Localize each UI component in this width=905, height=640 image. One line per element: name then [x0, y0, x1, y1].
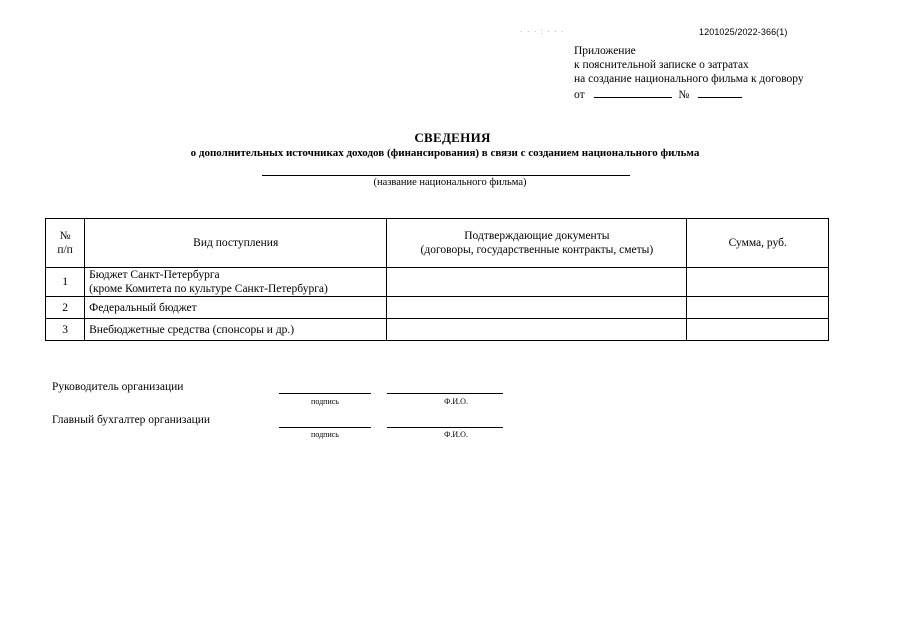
accountant-name-line[interactable] [387, 427, 503, 428]
header-kind: Вид поступления [85, 219, 387, 268]
table-row [46, 297, 829, 319]
table-row [46, 319, 829, 341]
appendix-date-number-line [574, 86, 804, 102]
header-docs-line1: Подтверждающие документы [464, 230, 610, 242]
faint-scan-mark: · · · : · · · [520, 27, 565, 36]
row-docs[interactable] [387, 319, 687, 341]
director-name-line[interactable] [387, 393, 503, 394]
film-name-caption: (название национального фильма) [373, 177, 527, 188]
document-title: СВЕДЕНИЯ [414, 130, 491, 145]
row-num: 2 [46, 297, 85, 319]
row-kind-line2: (кроме Комитета по культуре Санкт-Петербурга) [89, 283, 328, 295]
row-kind: Федеральный бюджет [85, 297, 387, 319]
row-kind: Внебюджетные средства (спонсоры и др.) [85, 319, 387, 341]
director-signature-line[interactable] [279, 393, 371, 394]
director-signature-caption: подпись [311, 397, 339, 406]
row-sum[interactable] [687, 297, 829, 319]
row-docs[interactable] [387, 268, 687, 297]
appendix-block [574, 44, 804, 102]
document-number: 1201025/2022-366(1) [699, 27, 788, 37]
director-label: Руководитель организации [52, 381, 184, 393]
header-docs-line2: (договоры, государственные контракты, сметы) [420, 244, 654, 256]
row-sum[interactable] [687, 319, 829, 341]
header-docs [387, 219, 687, 268]
director-name-caption: Ф.И.О. [444, 397, 468, 406]
header-num-line2: п/п [57, 244, 73, 256]
header-sum: Сумма, руб. [687, 219, 829, 268]
from-label: от [574, 89, 585, 101]
appendix-line-2: к пояснительной записке о затратах [574, 59, 749, 71]
document-subtitle: о дополнительных источниках доходов (финансирования) в связи с созданием национального фильма [190, 147, 700, 159]
row-num: 1 [46, 268, 85, 297]
income-sources-table [45, 218, 829, 341]
number-label: № [678, 89, 690, 101]
table-header-row [46, 219, 829, 268]
table-row [46, 268, 829, 297]
appendix-line-3: на создание национального фильма к договору [574, 73, 804, 85]
header-num-line1: № [59, 230, 71, 242]
row-kind-line1: Бюджет Санкт-Петербурга [89, 269, 220, 281]
row-sum[interactable] [687, 268, 829, 297]
date-blank [594, 86, 672, 98]
number-blank [698, 86, 742, 98]
row-docs[interactable] [387, 297, 687, 319]
accountant-signature-line[interactable] [279, 427, 371, 428]
appendix-line-1: Приложение [574, 45, 636, 57]
header-num [46, 219, 85, 268]
row-num: 3 [46, 319, 85, 341]
row-kind [85, 268, 387, 297]
chief-accountant-label: Главный бухгалтер организации [52, 414, 211, 426]
accountant-signature-caption: подпись [311, 430, 339, 439]
film-name-blank [262, 175, 630, 176]
accountant-name-caption: Ф.И.О. [444, 430, 468, 439]
